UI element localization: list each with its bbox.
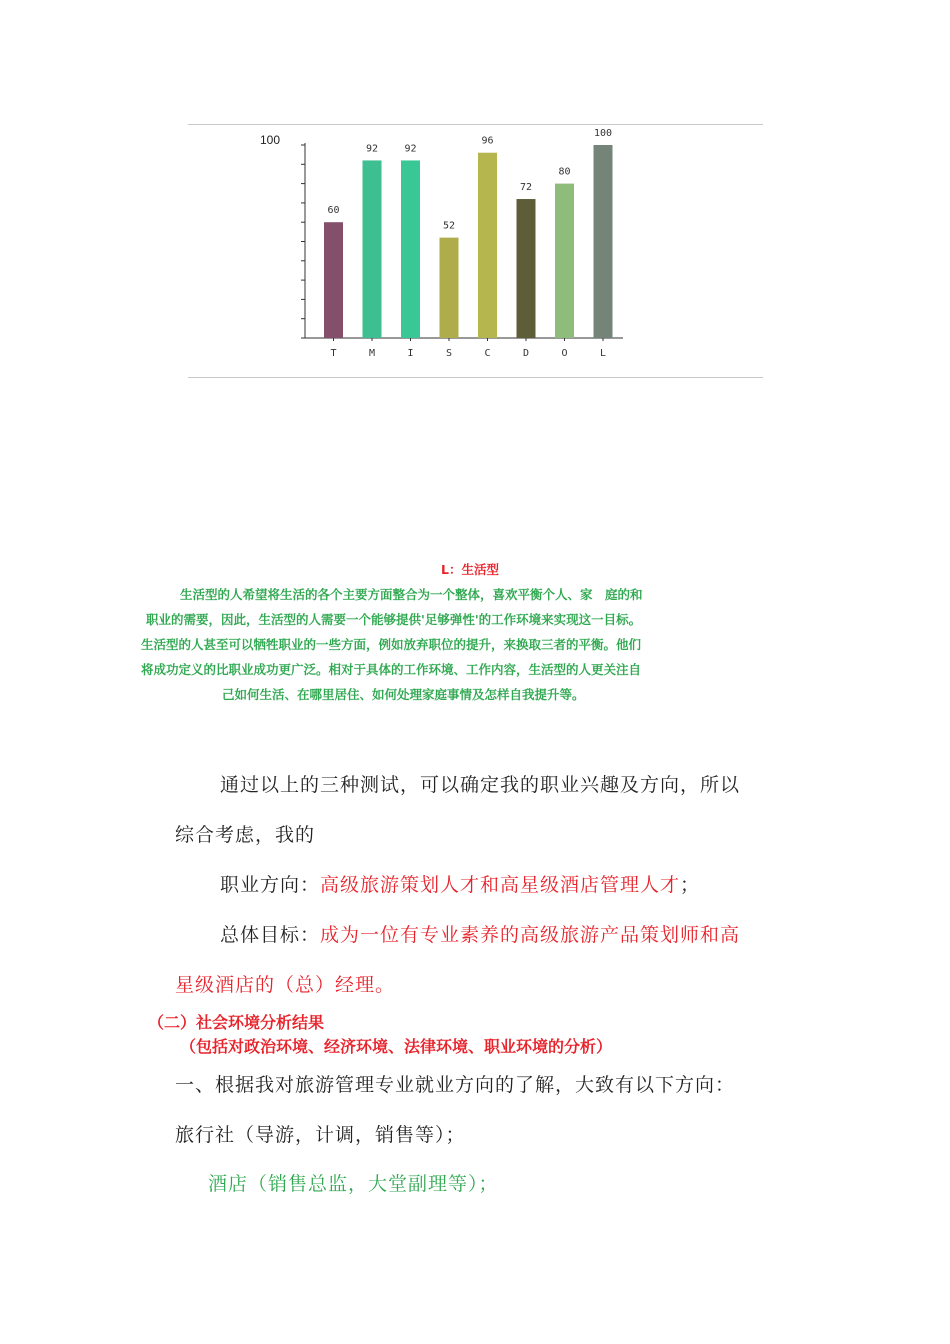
conclusion-line: 通过以上的三种测试，可以确定我的职业兴趣及方向，所以 (220, 774, 741, 796)
bar-L (594, 145, 613, 338)
x-tick-label-I: I (407, 348, 414, 359)
bar-D (517, 199, 536, 338)
direction-item: 酒店（销售总监，大堂副理等）； (208, 1173, 499, 1195)
overall-goal-label: 总体目标： (220, 924, 321, 946)
data-label-O: 80 (558, 166, 571, 178)
overall-goal (220, 920, 740, 947)
bar-M (363, 160, 382, 338)
section-subheading: （包括对政治环境、经济环境、法律环境、职业环境的分析） (180, 1037, 613, 1056)
data-label-T: 60 (327, 205, 340, 217)
profile-title: L：生活型 (441, 562, 499, 577)
bar-I (401, 160, 420, 338)
bar-T (324, 222, 343, 338)
profile-line: 将成功定义的比职业成功更广泛。相对于具体的工作环境、工作内容，生活型的人更关注自 (141, 662, 642, 677)
x-tick-label-O: O (561, 348, 568, 359)
career-direction-label: 职业方向： (220, 874, 321, 896)
data-label-C: 96 (481, 135, 494, 147)
y-max-label: 100 (260, 133, 281, 147)
x-tick-label-S: S (445, 348, 453, 359)
data-label-I: 92 (404, 143, 417, 155)
data-label-L: 100 (593, 128, 613, 139)
x-tick-label-M: M (368, 348, 376, 359)
x-tick-label-L: L (599, 348, 607, 359)
x-tick-label-C: C (484, 348, 491, 359)
x-tick-label-T: T (330, 348, 337, 359)
overall-goal-continued: 星级酒店的（总）经理。 (175, 974, 396, 996)
bar-O (555, 184, 574, 338)
direction-item: 旅行社（导游，计调，销售等）； (175, 1124, 466, 1146)
x-tick-label-D: D (522, 348, 530, 359)
section-heading: （二）社会环境分析结果 (148, 1013, 325, 1032)
profile-line: 己如何生活、在哪里居住、如何处理家庭事情及怎样自我提升等。 (222, 687, 585, 702)
data-label-S: 52 (442, 220, 456, 232)
overall-goal-value: 成为一位有专业素养的高级旅游产品策划师和高 (320, 924, 741, 946)
conclusion-line: 综合考虑，我的 (175, 824, 316, 846)
career-direction-end: ； (680, 874, 701, 896)
bar-chart (188, 124, 763, 378)
bar-chart-svg (188, 124, 763, 378)
data-label-D: 72 (519, 182, 533, 194)
section-intro: 一、根据我对旅游管理专业就业方向的了解，大致有以下方向： (175, 1074, 736, 1096)
career-direction (220, 870, 700, 897)
bar-S (440, 238, 459, 338)
bar-C (478, 153, 497, 338)
career-direction-value: 高级旅游策划人才和高星级酒店管理人才 (320, 874, 681, 896)
profile-line: 生活型的人希望将生活的各个主要方面整合为一个整体，喜欢平衡个人、家 庭的和 (180, 587, 643, 602)
data-label-M: 92 (365, 143, 379, 155)
profile-line: 职业的需要，因此，生活型的人需要一个能够提供'足够弹性'的工作环境来实现这一目标。 (146, 612, 642, 627)
profile-line: 生活型的人甚至可以牺牲职业的一些方面，例如放弃职位的提升，来换取三者的平衡。他们 (141, 637, 642, 652)
